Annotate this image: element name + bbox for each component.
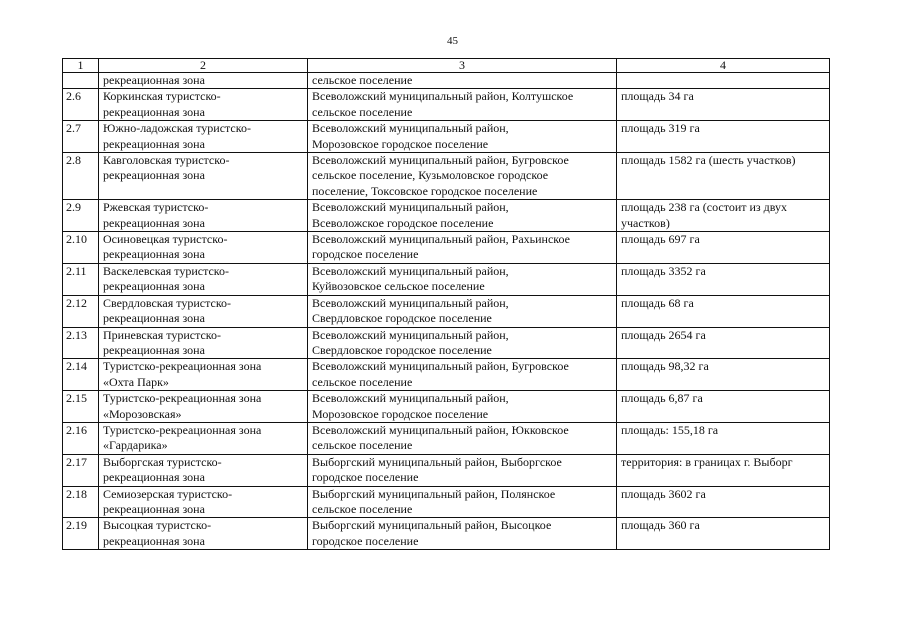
column-header-location: 3 (308, 59, 617, 73)
zone-name-cell (99, 327, 308, 359)
row-number-cell: 2.18 (63, 486, 99, 518)
zone-name-cell (99, 232, 308, 264)
zone-details-line: площадь 319 га (621, 121, 700, 136)
zone-details-cell (617, 486, 830, 518)
table-row (63, 518, 830, 550)
zone-details-line: площадь 360 га (621, 518, 700, 533)
zone-location-line: городское поселение (312, 533, 419, 548)
zone-details-cell (617, 263, 830, 295)
row-number-cell: 2.10 (63, 232, 99, 264)
zone-location-line: Всеволожский муниципальный район, (312, 295, 509, 310)
zone-details-cell (617, 422, 830, 454)
zone-details-cell (617, 89, 830, 121)
table-row (63, 73, 830, 89)
row-number-cell: 2.11 (63, 263, 99, 295)
table-row (63, 121, 830, 153)
page-number: 45 (447, 35, 458, 47)
zone-name-cell (99, 200, 308, 232)
zone-name-cell (99, 89, 308, 121)
zone-location-line: Свердловское городское поселение (312, 342, 492, 357)
zone-details-line: площадь 68 га (621, 295, 694, 310)
zone-name-line: рекреационная зона (103, 168, 205, 183)
zone-details-line: площадь 34 га (621, 89, 694, 104)
zone-location-line: сельское поселение (312, 438, 413, 453)
zone-name-cell (99, 422, 308, 454)
zone-location-cell (308, 73, 617, 89)
row-number-cell: 2.12 (63, 295, 99, 327)
row-number-cell: 2.9 (63, 200, 99, 232)
zone-name-line: Туристско-рекреационная зона (103, 422, 262, 437)
zone-details-line: площадь 3352 га (621, 263, 706, 278)
zone-location-line: Куйвозовское сельское поселение (312, 279, 485, 294)
zone-name-line: Коркинская туристско- (103, 89, 221, 104)
zone-location-line: Морозовское городское поселение (312, 136, 489, 151)
zone-details-line: площадь 3602 га (621, 486, 706, 501)
table-row (63, 153, 830, 200)
zone-name-line: Ржевская туристско- (103, 200, 209, 215)
row-number-cell: 2.8 (63, 153, 99, 200)
zone-name-line: рекреационная зона (103, 215, 205, 230)
row-number-cell: 2.19 (63, 518, 99, 550)
zone-name-line: Южно-ладожская туристско- (103, 121, 251, 136)
column-header-details: 4 (617, 59, 830, 73)
table-row (63, 327, 830, 359)
zone-name-line: Осиновецкая туристско- (103, 232, 228, 247)
zone-location-line: Всеволожский муниципальный район, Бугровское (312, 359, 569, 374)
zone-name-line: рекреационная зона (103, 247, 205, 262)
row-number-cell: 2.13 (63, 327, 99, 359)
zone-location-cell (308, 454, 617, 486)
zone-location-cell (308, 422, 617, 454)
zone-name-line: Кавголовская туристско- (103, 153, 230, 168)
zone-details-line: площадь 6,87 га (621, 391, 703, 406)
zone-details-cell (617, 359, 830, 391)
zone-name-line: «Охта Парк» (103, 374, 169, 389)
zone-name-line: рекреационная зона (103, 311, 205, 326)
zone-location-line: Всеволожский муниципальный район, Бугровское (312, 153, 569, 168)
zone-name-line: рекреационная зона (103, 136, 205, 151)
zone-location-cell (308, 391, 617, 423)
zone-details-cell (617, 153, 830, 200)
zone-location-cell (308, 295, 617, 327)
zone-location-line: Всеволожский муниципальный район, (312, 263, 509, 278)
zone-details-line: площадь 98,32 га (621, 359, 709, 374)
zone-location-line: Всеволожский муниципальный район, Рахьинское (312, 232, 570, 247)
zone-details-line: площадь 2654 га (621, 327, 706, 342)
zone-location-cell (308, 327, 617, 359)
zone-location-line: Всеволожский муниципальный район, Юкковское (312, 422, 569, 437)
table-row (63, 391, 830, 423)
zone-location-line: Выборгский муниципальный район, Полянское (312, 486, 556, 501)
row-number-cell: 2.17 (63, 454, 99, 486)
zone-name-cell (99, 518, 308, 550)
zone-location-line: Свердловское городское поселение (312, 311, 492, 326)
zone-name-cell (99, 359, 308, 391)
column-header-name: 2 (99, 59, 308, 73)
zone-details-cell (617, 454, 830, 486)
zone-name-line: Туристско-рекреационная зона (103, 391, 262, 406)
zone-details-cell (617, 518, 830, 550)
zone-location-line: поселение, Токсовское городское поселение (312, 183, 538, 198)
zone-name-line: Васкелевская туристско- (103, 263, 230, 278)
zone-name-line: рекреационная зона (103, 342, 205, 357)
zone-details-cell (617, 73, 830, 89)
zone-location-line: сельское поселение (312, 374, 413, 389)
table-row (63, 89, 830, 121)
table-row (63, 359, 830, 391)
zone-location-cell (308, 121, 617, 153)
zone-name-cell (99, 263, 308, 295)
zone-details-line: площадь: 155,18 га (621, 422, 719, 437)
zone-location-line: сельское поселение, Кузьмоловское городское (312, 168, 549, 183)
zone-location-cell (308, 153, 617, 200)
zone-name-cell (99, 486, 308, 518)
zone-details-cell (617, 200, 830, 232)
zone-location-cell (308, 200, 617, 232)
table-row (63, 295, 830, 327)
zone-location-line: городское поселение (312, 470, 419, 485)
zone-name-line: рекреационная зона (103, 470, 205, 485)
zone-name-line: Приневская туристско- (103, 327, 222, 342)
row-number-cell (63, 73, 99, 89)
zone-details-cell (617, 295, 830, 327)
zone-name-cell (99, 73, 308, 89)
table-header-row (63, 59, 830, 73)
zone-name-line: рекреационная зона (103, 501, 205, 516)
zone-location-line: Выборгский муниципальный район, Высоцкое (312, 518, 552, 533)
zone-name-line: рекреационная зона (103, 104, 205, 119)
zone-name-cell (99, 121, 308, 153)
zones-table (62, 58, 830, 550)
zone-name-cell (99, 454, 308, 486)
zone-location-line: Всеволожский муниципальный район, (312, 327, 509, 342)
zone-location-cell (308, 486, 617, 518)
zone-location-line: Морозовское городское поселение (312, 406, 489, 421)
zone-details-cell (617, 232, 830, 264)
zone-name-cell (99, 391, 308, 423)
row-number-cell: 2.7 (63, 121, 99, 153)
zone-location-line: Выборгский муниципальный район, Выборгское (312, 454, 562, 469)
zone-name-line: Выборгская туристско- (103, 454, 222, 469)
zone-details-line: площадь 697 га (621, 232, 700, 247)
zone-location-cell (308, 263, 617, 295)
zone-location-line: Всеволожский муниципальный район, (312, 391, 509, 406)
zone-name-cell (99, 153, 308, 200)
zone-location-line: сельское поселение (312, 73, 413, 87)
zone-name-line: «Морозовская» (103, 406, 182, 421)
zone-name-line: Туристско-рекреационная зона (103, 359, 262, 374)
zone-location-cell (308, 518, 617, 550)
row-number-cell: 2.16 (63, 422, 99, 454)
zone-location-cell (308, 359, 617, 391)
table-row (63, 263, 830, 295)
zone-name-line: «Гардарика» (103, 438, 168, 453)
zone-location-cell (308, 89, 617, 121)
zone-name-line: Свердловская туристско- (103, 295, 232, 310)
zone-details-cell (617, 391, 830, 423)
row-number-cell: 2.15 (63, 391, 99, 423)
zone-location-line: Всеволожский муниципальный район, Колтушское (312, 89, 574, 104)
row-number-cell: 2.6 (63, 89, 99, 121)
table-body (63, 73, 830, 550)
column-header-number: 1 (63, 59, 99, 73)
zone-name-line: рекреационная зона (103, 533, 205, 548)
zone-details-cell (617, 121, 830, 153)
table-row (63, 486, 830, 518)
zone-details-line: территория: в границах г. Выборг (621, 454, 793, 469)
table-row (63, 454, 830, 486)
zone-location-line: Всеволожский муниципальный район, (312, 200, 509, 215)
zone-name-line: Семиозерская туристско- (103, 486, 233, 501)
zone-location-line: Всеволожское городское поселение (312, 215, 494, 230)
table-row (63, 422, 830, 454)
zone-name-line: Высоцкая туристско- (103, 518, 212, 533)
zone-name-cell (99, 295, 308, 327)
row-number-cell: 2.14 (63, 359, 99, 391)
zone-location-line: сельское поселение (312, 104, 413, 119)
zone-name-line: рекреационная зона (103, 279, 205, 294)
table-row (63, 232, 830, 264)
zone-details-line: участков) (621, 215, 670, 230)
zone-location-line: Всеволожский муниципальный район, (312, 121, 509, 136)
table-row (63, 200, 830, 232)
zone-details-line: площадь 1582 га (шесть участков) (621, 153, 796, 168)
zone-location-line: сельское поселение (312, 501, 413, 516)
zone-location-cell (308, 232, 617, 264)
zone-details-line: площадь 238 га (состоит из двух (621, 200, 788, 215)
zone-details-cell (617, 327, 830, 359)
zone-location-line: городское поселение (312, 247, 419, 262)
zone-name-line: рекреационная зона (103, 73, 205, 87)
